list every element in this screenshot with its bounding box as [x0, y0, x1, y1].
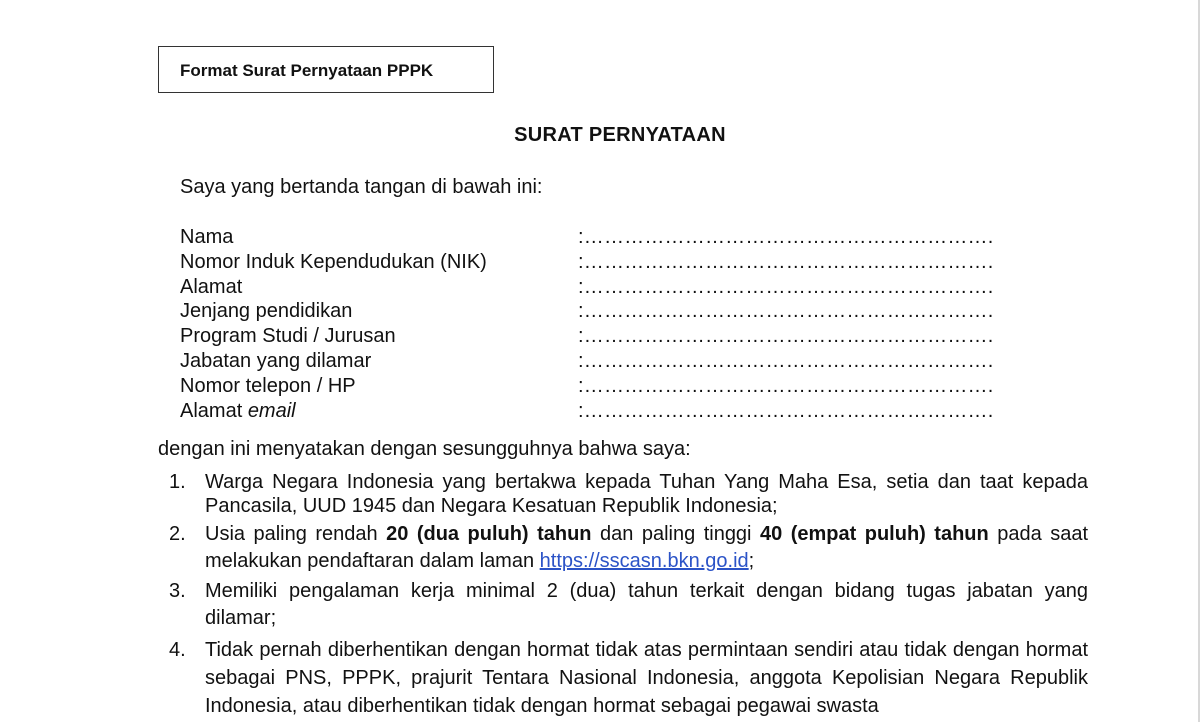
field-label: Jenjang pendidikan: [180, 300, 353, 323]
field-row-alamat: [180, 275, 1080, 300]
field-label: Jabatan yang dilamar: [180, 349, 372, 372]
statement-list: [158, 470, 1088, 720]
field-value-dots: :…………………………………………………….: [578, 374, 994, 397]
bold-min-age: 20 (dua puluh) tahun: [386, 523, 592, 545]
field-label: Alamat: [180, 275, 243, 298]
field-row-program-studi: [180, 324, 1080, 349]
field-label: Program Studi / Jurusan: [180, 325, 396, 348]
field-label: Nomor Induk Kependudukan (NIK): [180, 250, 487, 273]
list-item-text: Memiliki pengalaman kerja minimal 2 (dua) tahun terkait dengan bidang tugas jabatan yang dilamar;: [205, 580, 1088, 629]
list-item-number: 4.: [169, 639, 186, 661]
field-value-dots: :…………………………………………………….: [578, 250, 994, 273]
field-value-dots: :…………………………………………………….: [578, 275, 994, 298]
format-label-box: [158, 46, 494, 93]
list-item-number: 1.: [169, 471, 186, 493]
list-item-number: 3.: [169, 580, 186, 602]
list-item-text: Tidak pernah diberhentikan dengan hormat tidak atas permintaan sendiri atau tidak dengan hormat sebagai PNS, PPPK, prajurit Tentara Nasional Indonesia, anggota Kepolisian Negara Republik Indonesia, atau diberhentikan tidak dengan hormat sebagai pegawai swasta: [205, 639, 1088, 717]
text-segment: pada saat melakukan pendaftaran dalam laman: [205, 523, 1088, 572]
field-value-dots: :…………………………………………………….: [578, 349, 994, 372]
field-label-italic: email: [247, 399, 296, 422]
text-segment: dan paling tinggi: [591, 523, 760, 545]
field-row-jabatan: [180, 349, 1080, 374]
text-segment: ;: [748, 550, 755, 572]
list-item: [158, 470, 1088, 518]
list-item-text: [205, 523, 1088, 572]
field-label: Nomor telepon / HP: [180, 374, 356, 397]
field-row-telepon: [180, 374, 1080, 399]
field-label: Nama: [180, 226, 234, 248]
text-segment: Usia paling rendah: [205, 523, 387, 545]
field-row-nama: [180, 225, 1080, 250]
format-label: Format Surat Pernyataan PPPK: [180, 61, 434, 80]
intro-text: Saya yang bertanda tangan di bawah ini:: [180, 176, 543, 198]
field-row-jenjang: [180, 299, 1080, 324]
field-label-plain: Alamat: [180, 399, 248, 422]
field-value-dots: :…………………………………………………….: [578, 325, 994, 348]
statement-text: dengan ini menyatakan dengan sesungguhnya bahwa saya:: [158, 438, 691, 460]
list-item: [158, 636, 1088, 720]
sscasn-link[interactable]: https://sscasn.bkn.go.id: [539, 550, 749, 572]
bold-max-age: 40 (empat puluh) tahun: [759, 523, 989, 545]
list-item: [158, 578, 1088, 632]
document-title: SURAT PERNYATAAN: [514, 124, 726, 146]
identity-fields: [180, 225, 1080, 423]
field-label: [180, 399, 296, 424]
field-row-nik: [180, 250, 1080, 275]
field-value-dots: :…………………………………………………….: [578, 226, 994, 248]
field-row-email: [180, 399, 1080, 424]
field-value-dots: :…………………………………………………….: [578, 399, 994, 422]
list-item: [158, 521, 1088, 575]
list-item-text: Warga Negara Indonesia yang bertakwa kepada Tuhan Yang Maha Esa, setia dan taat kepada Pancasila, UUD 1945 dan Negara Kesatuan Republik Indonesia;: [205, 471, 1088, 517]
field-value-dots: :…………………………………………………….: [578, 300, 994, 323]
list-item-number: 2.: [169, 523, 186, 545]
